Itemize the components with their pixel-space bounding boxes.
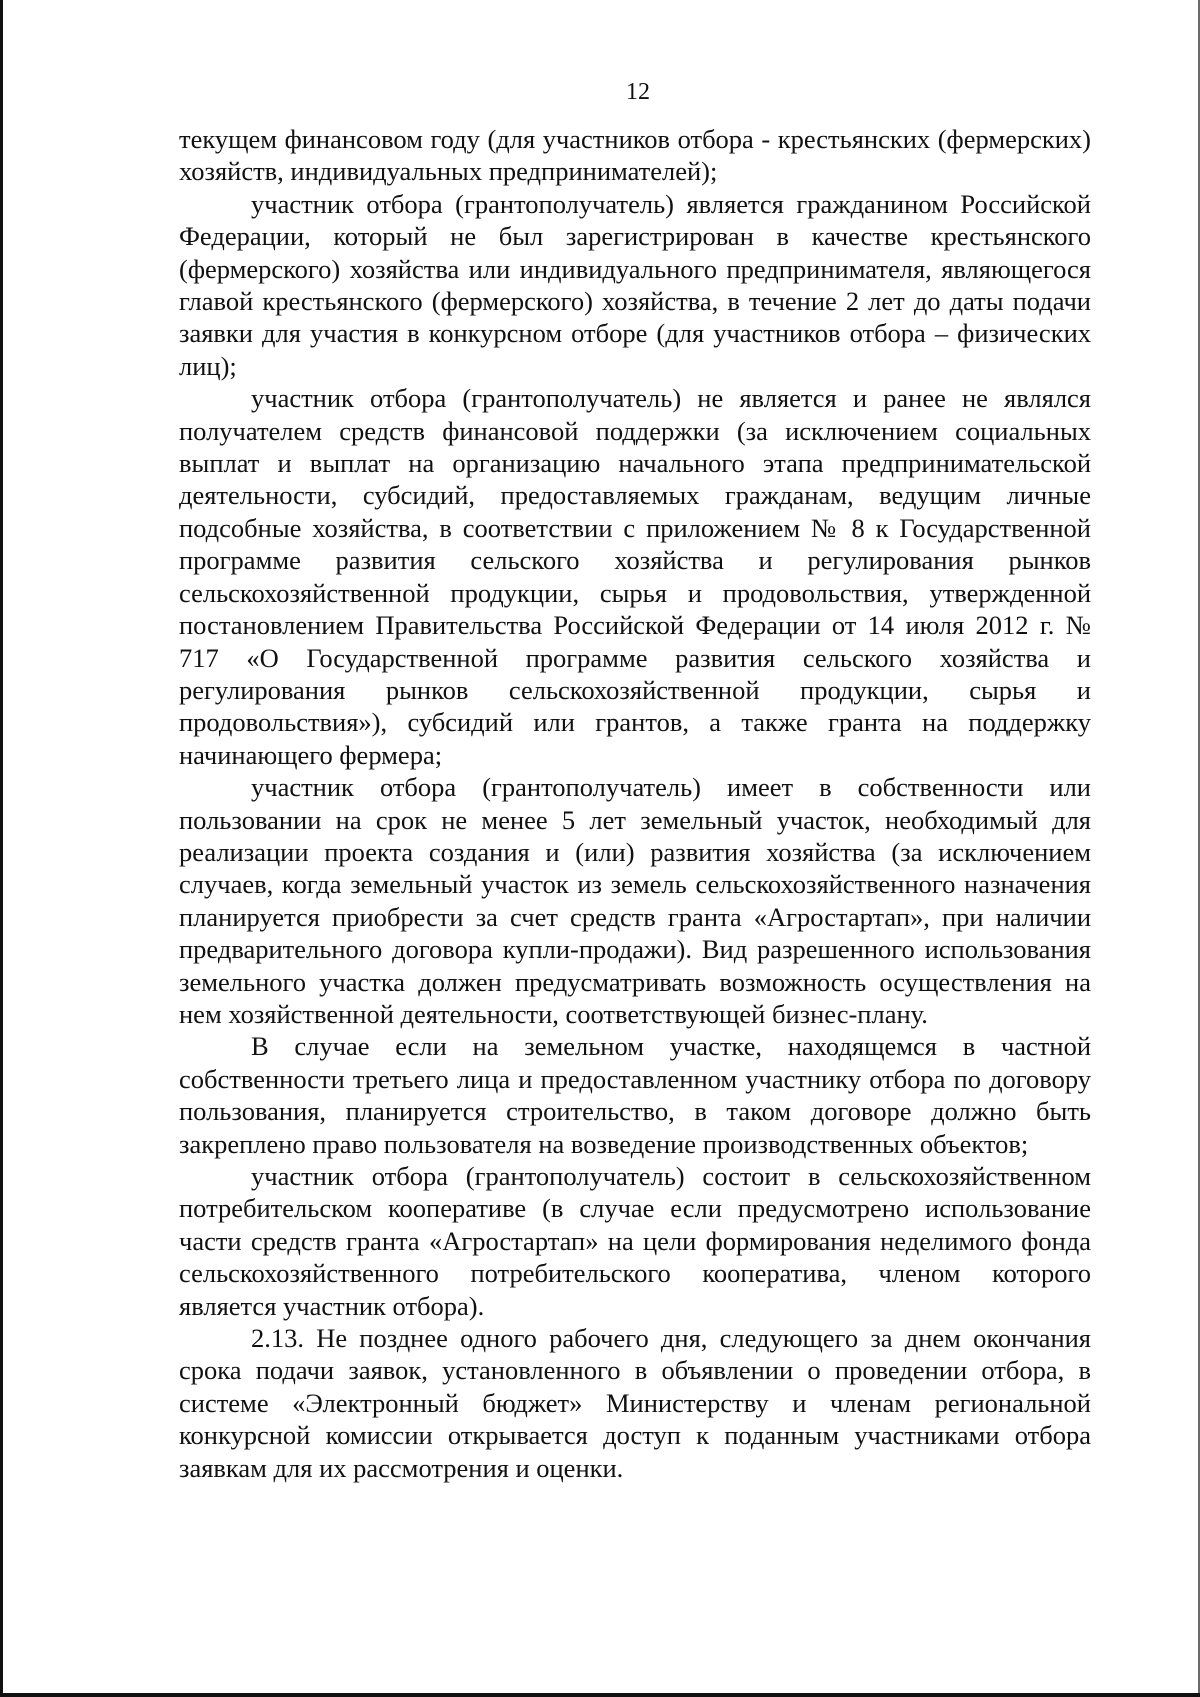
paragraph-section-2-13: 2.13. Не позднее одного рабочего дня, следующего за днем окончания срока подачи заявок, установленного в объявлении о проведении отбора, в системе «Электронный бюджет» Министерству и членам региональной конкурсной комиссии открывается доступ к поданным участниками отбора заявкам для их рассмотрения и оценки. <box>179 1323 1091 1483</box>
page-number: 12 <box>626 79 650 105</box>
paragraph-cooperative-membership: участник отбора (грантополучатель) состоит в сельскохозяйственном потребительском кооперативе (в случае если предусмотрено использование части средств гранта «Агростартап» на цели формирования неделимого фонда сельскохозяйственного потребительского кооператива, членом которого является участник отбора). <box>179 1161 1091 1321</box>
document-body <box>179 123 1091 1484</box>
scan-bottom-edge <box>0 1693 1200 1697</box>
paragraph-prior-support-requirement: участник отбора (грантополучатель) не является и ранее не являлся получателем средств финансовой поддержки (за исключением социальных выплат и выплат на организацию начального этапа предпринимательской деятельности, субсидий, предоставляемых гражданам, ведущим личные подсобные хозяйства, в соответствии с приложением № 8 к Государственной программе развития сельского хозяйства и регулирования рынков сельскохозяйственной продукции, сырья и продовольствия, утвержденной постановлением Правительства Российской Федерации от 14 июля 2012 г. № 717 «О Государственной программе развития сельского хозяйства и регулирования рынков сельскохозяйственной продукции, сырья и продовольствия»), субсидий или грантов, а также гранта на поддержку начинающего фермера; <box>179 383 1091 770</box>
paragraph-land-plot-requirement: участник отбора (грантополучатель) имеет в собственности или пользовании на срок не менее 5 лет земельный участок, необходимый для реализации проекта создания и (или) развития хозяйства (за исключением случаев, когда земельный участок из земель сельскохозяйственного назначения планируется приобрести за счет средств гранта «Агростартап», при наличии предварительного договора купли-продажи). Вид разрешенного использования земельного участка должен предусматривать возможность осуществления на нем хозяйственной деятельности, соответствующей бизнес-плану. <box>179 772 1091 1029</box>
paragraph-private-land-construction: В случае если на земельном участке, находящемся в частной собственности третьего лица и предоставленном участнику отбора по договору пользования, планируется строительство, в таком договоре должно быть закреплено право пользователя на возведение производственных объектов; <box>179 1031 1091 1159</box>
scan-left-edge <box>0 0 3 1697</box>
paragraph-continuation: текущем финансовом году (для участников отбора - крестьянских (фермерских) хозяйств, индивидуальных предпринимателей); <box>179 124 1091 187</box>
paragraph-citizenship-requirement: участник отбора (грантополучатель) является гражданином Российской Федерации, который не был зарегистрирован в качестве крестьянского (фермерского) хозяйства или индивидуального предпринимателя, являющегося главой крестьянского (фермерского) хозяйства, в течение 2 лет до даты подачи заявки для участия в конкурсном отборе (для участников отбора – физических лиц); <box>179 188 1091 381</box>
